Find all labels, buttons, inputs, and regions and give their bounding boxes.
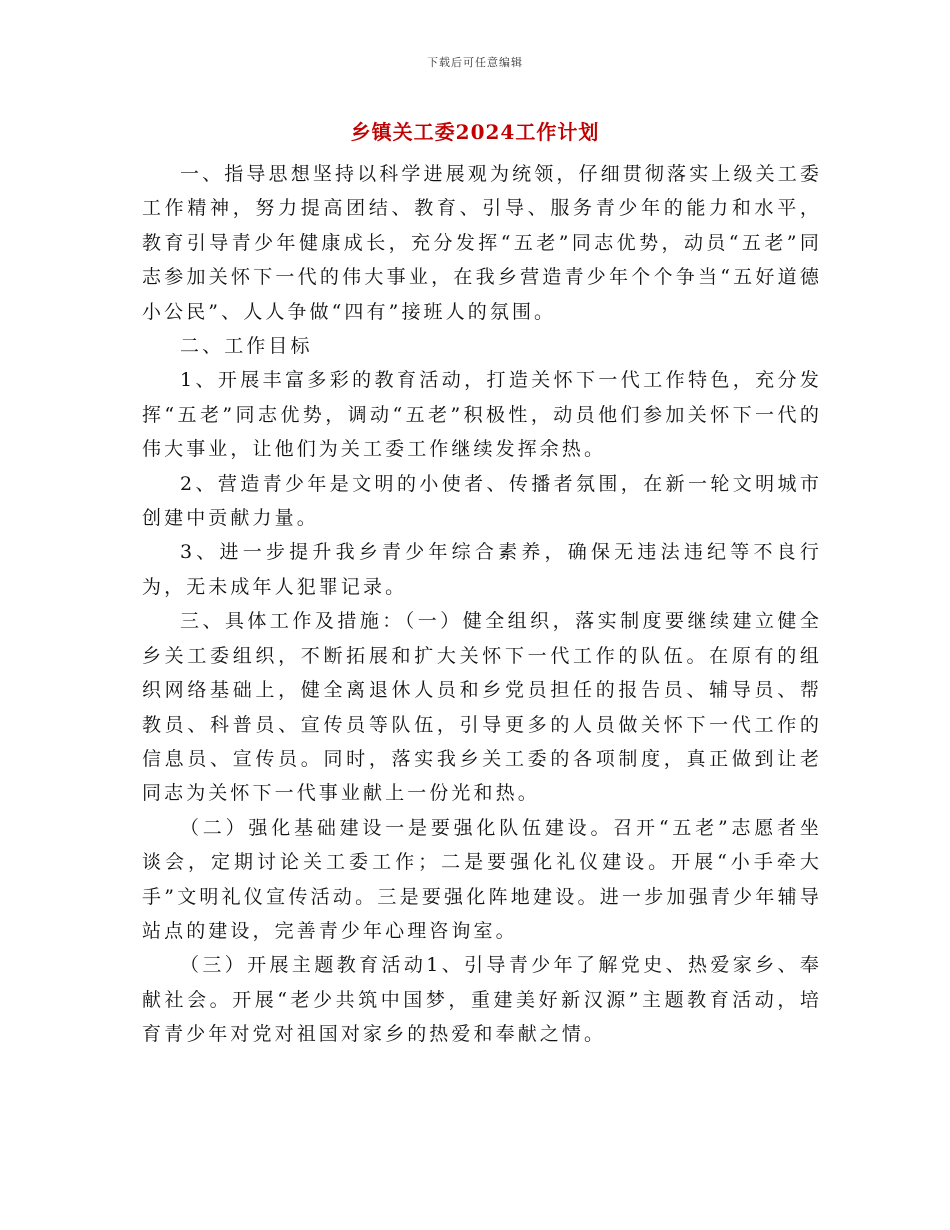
paragraph-goal-1: 1、开展丰富多彩的教育活动，打造关怀下一代工作特色，充分发挥“五老”同志优势，调动“五老”积极性，动员他们参加关怀下一代的伟大事业，让他们为关工委工作继续发挥余热。 — [142, 369, 822, 461]
paragraph-goal-3: 3、进一步提升我乡青少年综合素养，确保无违法违纪等不良行为，无未成年人犯罪记录。 — [142, 541, 822, 598]
document-title: 乡镇关工委2024工作计划 — [350, 120, 600, 144]
paragraph-guiding-ideology: 一、指导思想坚持以科学进展观为统领，仔细贯彻落实上级关工委工作精神，努力提高团结、教育、引导、服务青少年的能力和水平，教育引导青少年健康成长，充分发挥“五老”同志优势，动员“五老”同志参加关怀下一代的伟大事业，在我乡营造青少年个个争当“五好道德小公民”、人人争做“四有”接班人的氛围。 — [142, 163, 822, 323]
document-body — [142, 157, 822, 1052]
paragraph-goals-heading: 二、工作目标 — [180, 335, 313, 358]
paragraph-measures-organization: 三、具体工作及措施：（一）健全组织，落实制度要继续建立健全乡关工委组织，不断拓展和扩大关怀下一代工作的队伍。在原有的组织网络基础上，健全离退休人员和乡党员担任的报告员、辅导员、帮教员、科普员、宣传员等队伍，引导更多的人员做关怀下一代工作的信息员、宣传员。同时，落实我乡关工委的各项制度，真正做到让老同志为关怀下一代事业献上一份光和热。 — [142, 610, 822, 805]
paragraph-goal-2: 2、营造青少年是文明的小使者、传播者氛围，在新一轮文明城市创建中贡献力量。 — [142, 472, 822, 530]
paragraph-measures-infrastructure: （二）强化基础建设一是要强化队伍建设。召开“五老”志愿者坐谈会，定期讨论关工委工作；二是要强化礼仪建设。开展“小手牵大手”文明礼仪宣传活动。三是要强化阵地建设。进一步加强青少年辅导站点的建设，完善青少年心理咨询室。 — [142, 816, 822, 942]
header-note: 下载后可任意编辑 — [427, 56, 523, 69]
paragraph-measures-theme-education: （三）开展主题教育活动1、引导青少年了解党史、热爱家乡、奉献社会。开展“老少共筑中国梦，重建美好新汉源”主题教育活动，培育青少年对党对祖国对家乡的热爱和奉献之情。 — [142, 954, 822, 1046]
